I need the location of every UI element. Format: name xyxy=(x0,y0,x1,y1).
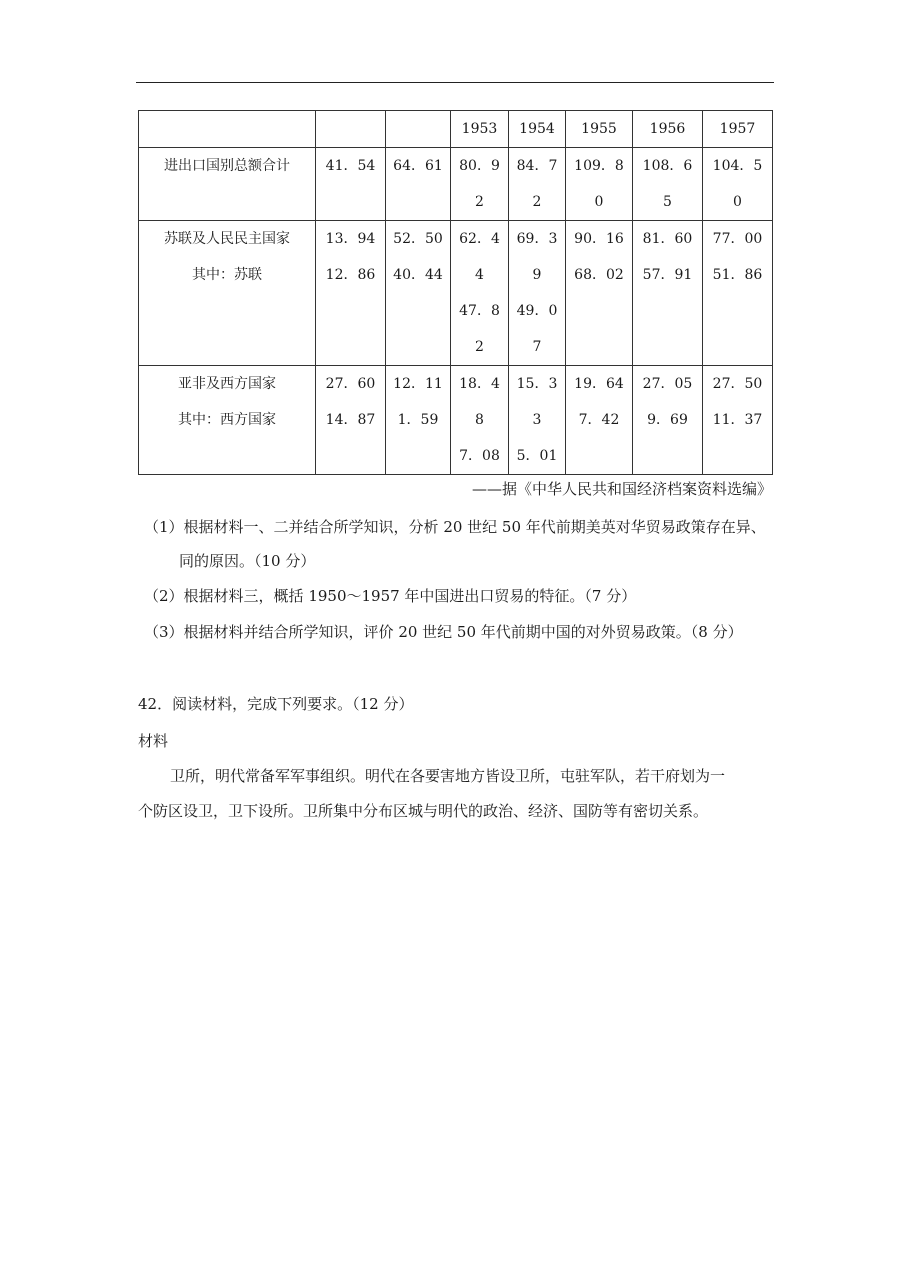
header-cell: 1954 xyxy=(509,111,566,148)
cell-value: 64．61 xyxy=(393,158,443,174)
value-cell xyxy=(566,366,633,475)
cell-value: 7．42 xyxy=(578,412,620,428)
value-cell xyxy=(509,366,566,475)
value-cell xyxy=(451,221,509,366)
header-cell xyxy=(139,111,316,148)
value-cell xyxy=(386,148,451,221)
source-citation: ——据《中华人民共和国经济档案资料选编》 xyxy=(471,480,772,498)
value-cell xyxy=(451,366,509,475)
value-cell xyxy=(509,221,566,366)
table-row xyxy=(139,366,773,475)
cell-value: 90．16 xyxy=(574,231,624,247)
row-label: 苏联及人民民主国家 xyxy=(164,231,290,247)
value-cell xyxy=(566,221,633,366)
row-label-cell xyxy=(139,366,316,475)
row-label: 亚非及西方国家 xyxy=(178,376,276,392)
cell-value: 27．60 xyxy=(325,376,376,392)
question-1: （1）根据材料一、二并结合所学知识，分析 20 世纪 50 年代前期美英对华贸易政策存在异、 xyxy=(144,518,766,536)
cell-value: 5 xyxy=(663,194,672,210)
cell-value: 5．01 xyxy=(516,448,558,464)
cell-value: 13．94 xyxy=(325,231,376,247)
cell-value: 49．0 xyxy=(516,303,558,319)
cell-value: 0 xyxy=(733,194,742,210)
row-label-cell xyxy=(139,148,316,221)
cell-value: 12．86 xyxy=(325,267,376,283)
material-paragraph-line2: 个防区设卫，卫下设所。卫所集中分布区城与明代的政治、经济、国防等有密切关系。 xyxy=(138,802,709,820)
value-cell xyxy=(633,366,703,475)
cell-value: 9 xyxy=(532,267,542,283)
cell-value: 69．3 xyxy=(516,231,558,247)
cell-value: 108．6 xyxy=(642,158,693,174)
row-label: 进出口国别总额合计 xyxy=(164,158,290,174)
value-cell xyxy=(703,148,773,221)
value-cell xyxy=(633,221,703,366)
cell-value: 40．44 xyxy=(393,267,443,283)
cell-value: 27．05 xyxy=(642,376,693,392)
q42-title: 42．阅读材料，完成下列要求。（12 分） xyxy=(138,695,414,713)
cell-value: 8 xyxy=(475,412,484,428)
cell-value: 19．64 xyxy=(574,376,624,392)
question-1-cont: 同的原因。（10 分） xyxy=(179,552,316,570)
cell-value: 68．02 xyxy=(574,267,624,283)
value-cell xyxy=(703,366,773,475)
value-cell xyxy=(703,221,773,366)
cell-value: 2 xyxy=(475,339,484,355)
cell-value: 7．08 xyxy=(459,448,500,464)
value-cell xyxy=(509,148,566,221)
cell-value: 51．86 xyxy=(712,267,763,283)
cell-value: 4 xyxy=(475,267,484,283)
trade-table xyxy=(138,110,773,475)
cell-value: 0 xyxy=(594,194,604,210)
header-cell: 1953 xyxy=(451,111,509,148)
cell-value: 2 xyxy=(532,194,542,210)
cell-value: 15．3 xyxy=(516,376,558,392)
material-paragraph-line1: 卫所，明代常备军军事组织。明代在各要害地方皆设卫所，屯驻军队，若干府划为一 xyxy=(170,767,726,785)
cell-value: 47．8 xyxy=(459,303,500,319)
cell-value: 52．50 xyxy=(393,231,443,247)
question-3: （3）根据材料并结合所学知识，评价 20 世纪 50 年代前期中国的对外贸易政策。（8 分） xyxy=(144,623,743,641)
cell-value: 27．50 xyxy=(712,376,763,392)
cell-value: 104．5 xyxy=(712,158,763,174)
cell-value: 7 xyxy=(532,339,542,355)
value-cell xyxy=(451,148,509,221)
table-row xyxy=(139,221,773,366)
table-header-row xyxy=(139,111,773,148)
header-rule xyxy=(136,82,774,83)
cell-value: 9．69 xyxy=(647,412,688,428)
cell-value: 11．37 xyxy=(712,412,763,428)
cell-value: 62．4 xyxy=(459,231,500,247)
header-cell: 1956 xyxy=(633,111,703,148)
cell-value: 3 xyxy=(532,412,542,428)
cell-value: 12．11 xyxy=(393,376,443,392)
cell-value: 77．00 xyxy=(712,231,763,247)
cell-value: 1．59 xyxy=(397,412,439,428)
value-cell xyxy=(386,221,451,366)
value-cell xyxy=(316,221,386,366)
cell-value: 81．60 xyxy=(642,231,693,247)
header-cell: 1955 xyxy=(566,111,633,148)
row-label: 其中：苏联 xyxy=(192,267,262,283)
cell-value: 84．7 xyxy=(516,158,558,174)
row-label: 其中：西方国家 xyxy=(178,412,276,428)
cell-value: 41．54 xyxy=(325,158,376,174)
cell-value: 18．4 xyxy=(459,376,500,392)
row-label-cell xyxy=(139,221,316,366)
cell-value: 14．87 xyxy=(325,412,376,428)
cell-value: 80．9 xyxy=(459,158,500,174)
value-cell xyxy=(316,148,386,221)
material-label: 材料 xyxy=(138,732,169,750)
value-cell xyxy=(566,148,633,221)
value-cell xyxy=(633,148,703,221)
table-row xyxy=(139,148,773,221)
header-cell xyxy=(386,111,451,148)
cell-value: 109．8 xyxy=(574,158,624,174)
value-cell xyxy=(386,366,451,475)
value-cell xyxy=(316,366,386,475)
cell-value: 2 xyxy=(475,194,484,210)
header-cell xyxy=(316,111,386,148)
question-2: （2）根据材料三，概括 1950～1957 年中国进出口贸易的特征。（7 分） xyxy=(144,587,637,605)
header-cell: 1957 xyxy=(703,111,773,148)
cell-value: 57．91 xyxy=(642,267,693,283)
